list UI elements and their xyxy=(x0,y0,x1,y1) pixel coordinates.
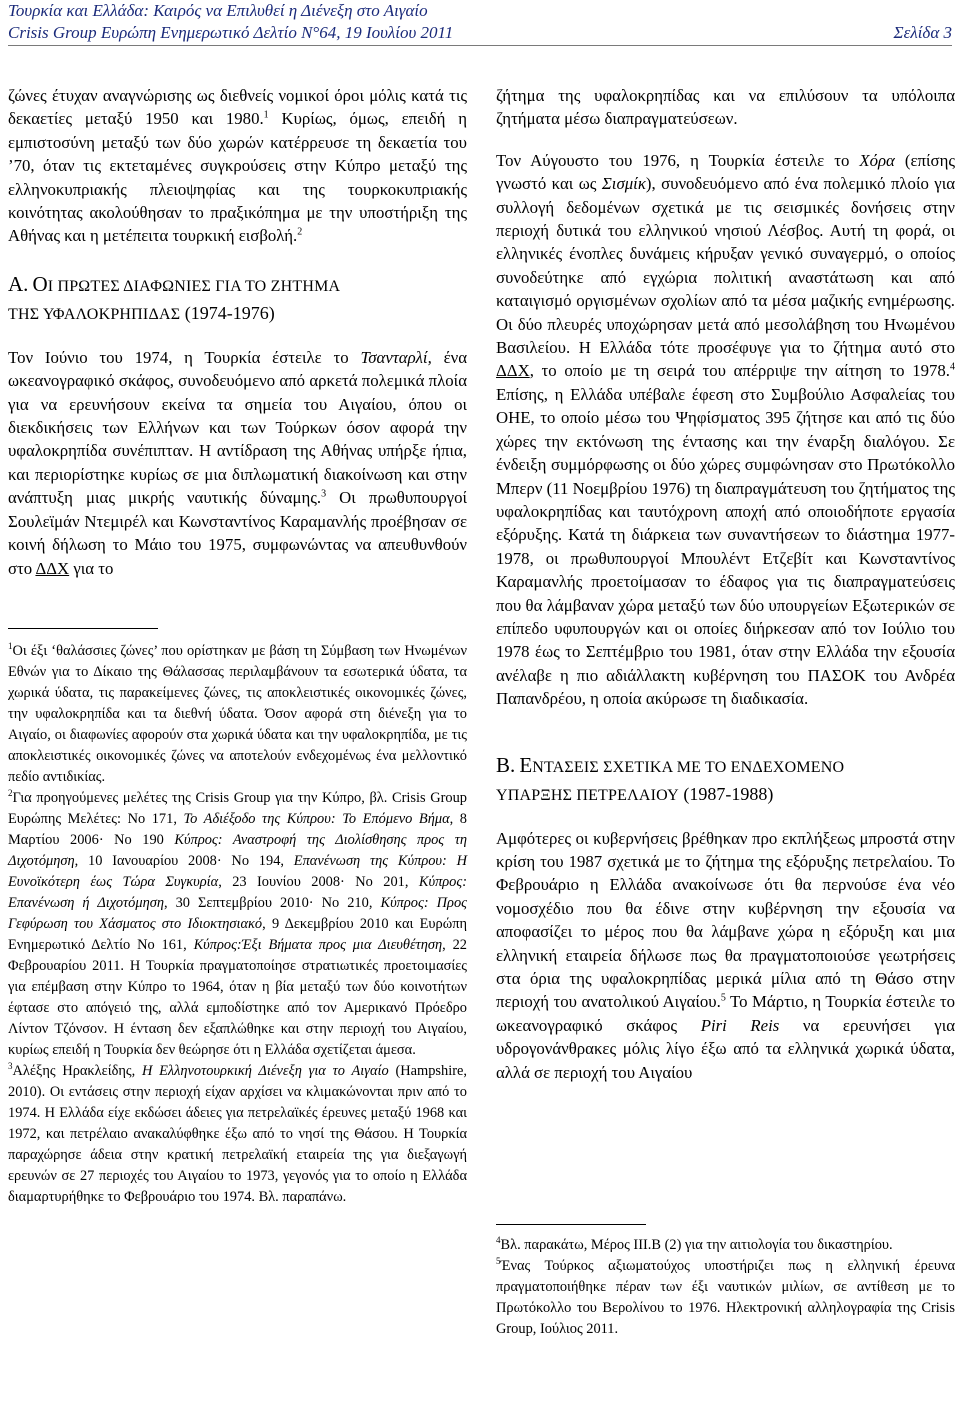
report-title: Κύπρος: Αναστροφή της Διολίσθησης προς τη Διχοτόμηση xyxy=(8,831,467,869)
icj-abbrev: ΔΔΧ xyxy=(496,361,530,381)
ship-name-tsantarli: Τσανταρλί, xyxy=(360,347,432,367)
footnote-3 xyxy=(8,1061,467,1208)
footnote-3-text: Αλέξης Ηρακλείδης, xyxy=(12,1062,142,1079)
paragraph-1976 xyxy=(496,149,955,711)
running-header xyxy=(8,0,952,44)
footnote-divider xyxy=(496,1224,646,1225)
footnote-2-text: , 10 Ιανουαρίου 2008· No 194, xyxy=(74,852,294,869)
footnote-2-text: , 23 Ιουνίου 2008· No 201, xyxy=(218,873,419,890)
right-column xyxy=(496,84,955,1340)
report-title: Κύπρος:Έξι Βήματα προς μια Διευθέτηση xyxy=(193,936,443,953)
icj-abbrev: ΔΔΧ xyxy=(35,558,70,578)
section-b-title-2: ΥΠΑΡΞΗΣ ΠΕΤΡΕΛΑΙΟΥ xyxy=(496,786,679,804)
footnote-ref-3[interactable]: 3 xyxy=(321,488,327,500)
report-title: Το Αδιέξοδο της Κύπρου: Το Επόμενο Βήμα xyxy=(183,810,450,827)
footnote-5 xyxy=(496,1256,955,1340)
footnote-1-text: Οι έξι ‘θαλάσσιες ζώνες’ που ορίστηκαν με βάση τη Σύμβαση των Ηνωμένων Εθνών για το Δίκαιο της Θάλασσας περιλαμβάνουν τα εσωτερικά ύδατα, τα χωρικά ύδατα, τις παρακείμενες ζώνες, τις αποκλειστικές οικονομικές ζώνες, την υφαλοκρηπίδα και τα διεθνή ύδατα. Όσον αφορά στη διένεξη για το Αιγαίο, οι διαφωνίες αφορούν στα χωρικά ύδατα και την υφαλοκρηπίδα, με τις αποκλειστικές οικονομικές ζώνες να αποτελούν ενδεχομένως ένα μελλοντικό πεδίο αντιδικίας. xyxy=(8,642,467,785)
section-a-heading xyxy=(8,271,467,328)
section-b-title-1: ΝΤΑΣΕΙΣ ΣΧΕΤΙΚΑ ΜΕ ΤΟ ΕΝΔΕΧΟΜΕΝΟ xyxy=(532,758,845,776)
footnotes-left xyxy=(8,641,467,1208)
footnote-3-text: (Hampshire, 2010). Οι εντάσεις στην περιοχή είχαν αρχίσει να κλιμακώνονται πριν από το 1974. Η Ελλάδα είχε εκδώσει άδειες για πετρελαϊκές έρευνες μεταξύ 1968 και 1972, και πετρέλαιο ανακαλύφθηκε έξω από το νησί της Θάσου. Η Τουρκία παραχώρησε άδεια στην κρατική πετρελαϊκή εταιρεία της για διεξαγωγή ερευνών σε 27 περιοχές του Αιγαίου το 1973, γεγονός για το οποίο η Ελλάδα διαμαρτυρήθηκε το Φεβρουάριο του 1974. Βλ. παραπάνω. xyxy=(8,1062,468,1205)
left-column xyxy=(8,84,467,1208)
footnote-2-text: Για προηγούμενες μελέτες της Crisis Group για την Κύπρο, βλ. Crisis Group Ευρώπης Μελέτες: No 171, xyxy=(8,789,467,827)
section-a-letter: Α. xyxy=(8,271,29,296)
footnote-1-number: 1 xyxy=(8,641,13,652)
para3-text-2: (επίσης γνωστό και ως xyxy=(496,150,955,194)
para3-text-4: , το οποίο με τη σειρά του απέρριψε την αίτηση το 1978. xyxy=(529,361,950,381)
book-title: Η Ελληνοτουρκική Διένεξη για το Αιγαίο xyxy=(141,1062,389,1079)
paragraph-1974 xyxy=(8,346,467,580)
section-a-title-1: Ι ΠΡΩΤΕΣ ΔΙΑΦΩΝΙΕΣ ΓΙΑ ΤΟ ΖΗΤΗΜΑ xyxy=(47,277,341,295)
footnote-4-text: Βλ. παρακάτω, Μέρος ΙΙΙ.Β (2) για την αιτιολογία του δικαστηρίου. xyxy=(500,1237,893,1254)
footnote-2-text: , 30 Σεπτεμβρίου 2010· No 210, xyxy=(163,894,381,911)
para2-text-1: Τον Ιούνιο του 1974, η Τουρκία έστειλε το xyxy=(8,347,361,367)
footnote-2-text: , 8 Μαρτίου 2006· No 190 xyxy=(8,810,467,848)
section-a-years: (1974-1976) xyxy=(180,302,275,323)
continuation-paragraph: ζήτημα της υφαλοκρηπίδας και να επιλύσουν τα υπόλοιπα ζητήματα μέσω διαπραγματεύσεων. xyxy=(496,86,955,129)
footnote-ref-5[interactable]: 5 xyxy=(720,992,726,1004)
para3-text-3: ), συνοδευόμενο από ένα πολεμικό πλοίο για συλλογή δεδομένων σχετικά με τις σεισμικές δονήσεις στην περιοχή δυτικά του ελληνικού νησιού Λέσβος. Αυτή τη φορά, οι ελληνικές ένοπλες δυνάμεις κήρυξαν γενικό συναγερμό, ο οποίος συνοδεύτηκε από εγχώρια πολιτική αναστάτωση και από καταιγισμό οργισμένων σχολίων από τα μέσα μαζικής ενημέρωσης. Οι δύο πλευρές υποχώρησαν μετά από μεσολάβηση του Ηνωμένου Βασιλείου. Η Ελλάδα τότε προσέφυγε για το ζήτημα αυτό στο xyxy=(496,174,955,358)
para4-text-3: να ερευνήσει για υδρογονάνθρακες μόλις λίγο έξω από τα ελληνικά χωρικά ύδατα, αλλά σε περιοχή του Αιγαίου xyxy=(496,1015,956,1082)
ship-name-piri-reis: Piri Reis xyxy=(700,1015,780,1035)
intro-text-2: Κυρίως, όμως, επειδή η εμπιστοσύνη μεταξύ των δύο χωρών κατέρρευσε τη δεκαετία του ’70, όταν τις εκτεταμένες συγκρούσεις στην Κύπρο μεταξύ της ελληνοκυπριακής πλειοψηφίας και της τουρκοκυπριακής κοινότητας ακολούθησαν το πραξικόπημα με την υποστήριξη της Αθήνας και η μετέπειτα τουρκική εισβολή. xyxy=(8,109,467,246)
footnote-ref-2[interactable]: 2 xyxy=(297,226,303,238)
para4-text-1: Αμφότερες οι κυβερνήσεις βρέθηκαν προ εκπλήξεως μπροστά στην κρίση του 1987 σχετικά με το ζήτημα της εξόρυξης πετρελαίου. Το Φεβρουάριο η Ελλάδα ανακοίνωσε ότι θα περνούσε ένα νέο νομοσχέδιο που θα έδινε στην κυβέρνηση την εξουσία να αποφασίζει το μέρος που θα λάμβανε χώρα η εξόρυξη και μια ελληνική εταιρεία δήλωσε πως θα πραγματοποιούσε γεωτρήσεις στα όρια της υφαλοκρηπίδας μερικά μίλια από τη Θάσο στην περιοχή του ανατολικού Αιγαίου. xyxy=(496,828,955,1012)
section-b-initial: Ε xyxy=(519,752,533,777)
footnote-4 xyxy=(496,1235,955,1256)
report-title: Επανένωση της Κύπρου: Η Ευνοϊκότερη έως Τώρα Συγκυρία xyxy=(8,852,468,890)
header-title: Τουρκία και Ελλάδα: Καιρός να Επιλυθεί η Διένεξη στο Αιγαίο xyxy=(8,1,428,20)
report-title: Κύπρος: Προς Γεφύρωση του Χάσματος στο Ιδιοκτησιακό xyxy=(8,894,467,932)
intro-paragraph xyxy=(8,84,467,248)
paragraph-1987 xyxy=(496,827,955,1084)
para4-text-2: Το Μάρτιο, η Τουρκία έστειλε το ωκεανογραφικό σκάφος xyxy=(496,992,955,1035)
footnote-1 xyxy=(8,641,467,788)
footnote-2-number: 2 xyxy=(8,788,13,799)
para3-text-1: Τον Αύγουστο του 1976, η Τουρκία έστειλε το xyxy=(496,150,860,170)
footnote-5-number: 5 xyxy=(496,1256,501,1267)
para2-text-3: Οι πρωθυπουργοί Σουλεϊμάν Ντεμιρέλ και Κωνσταντίνος Καραμανλής προέβησαν σε κοινή δήλωση το Μάιο του 1975, συμφωνώντας να απευθυνθούν στο xyxy=(8,488,468,578)
para2-text-2: ένα ωκεανογραφικό σκάφος, συνοδευόμενο από αρκετά πολεμικά πλοία για να ερευνήσουν εκείνα τα σημεία του Αιγαίου, όπου οι διεκδικήσεις των Ελλήνων και των Τούρκων όσον αφορά την υφαλοκρηπίδα συνέπιπταν. Η αντίδραση της Αθήνας υπήρξε ήπια, και περιορίστηκε κυρίως σε μια διπλωματική διακοίνωση και στην ανάπτυξη μιας μικρής ναυτικής δύναμης. xyxy=(8,347,467,508)
ship-name-hora: Χόρα xyxy=(859,150,895,170)
footnote-5-text: Ένας Τούρκος αξιωματούχος υποστήριζει πως η ελληνική έρευνα πραγματοποιήθηκε πέραν των έξι ναυτικών μιλίων, σε αντίθεση με το Πρωτόκολλο του Βερολίνου το 1976. Ηλεκτρονική αλληλογραφία της Crisis Group, Ιούλιος 2011. xyxy=(496,1258,955,1338)
header-subtitle: Crisis Group Ευρώπη Ενημερωτικό Δελτίο N°64, 19 Ιουλίου 2011 xyxy=(8,23,454,42)
footnotes-right xyxy=(496,1235,955,1340)
section-a-title-2: ΤΗΣ ΥΦΑΛΟΚΡΗΠΙΔΑΣ xyxy=(8,305,181,323)
section-b-letter: Β. xyxy=(496,752,516,777)
footnote-3-number: 3 xyxy=(8,1061,13,1072)
para2-text-4: για το xyxy=(69,558,114,578)
footnote-ref-1[interactable]: 1 xyxy=(263,109,269,121)
intro-text-1: ζώνες έτυχαν αναγνώρισης ως διεθνείς νομικοί όροι μόλις κατά τις δεκαετίες μεταξύ 1950 και 1980. xyxy=(8,86,467,129)
page-number: Σελίδα 3 xyxy=(893,23,952,42)
footnote-divider xyxy=(8,628,158,629)
section-b-heading xyxy=(496,752,955,809)
footnote-4-number: 4 xyxy=(496,1235,501,1246)
footnote-2 xyxy=(8,788,467,1061)
header-divider xyxy=(8,45,952,46)
para3-text-5: Επίσης, η Ελλάδα υπέβαλε έφεση στο Συμβούλιο Ασφαλείας του ΟΗΕ, το οποίο μέσω του Ψηφίσματος 395 ζήτησε και από τις δύο χώρες την εκτόνωση της έντασης και την έναρξη διαλόγου. Σε ένδειξη συμμόρφωσης οι δύο χώρες συμφώνησαν στο Πρωτόκολλο Μπερν (11 Νοεμβρίου 1976) τη διαπραγμάτευση του ζητήματος της υφαλοκρηπίδας και ταυτόχρονη αποχή από οποιοδήποτε εργασία εξόρυξης. Κατά τη διάρκεια των συναντήσεων το διάστημα 1977-1978, οι πρωθυπουργοί Μπουλέντ Ετζεβίτ και Κωνσταντίνος Καραμανλής προετοίμασαν το έδαφος για τις διαπραγματεύσεις που θα λάμβαναν χώρα μεταξύ των δύο υπουργείων Εξωτερικών σε επίπεδο υφυπουργών και οι οποίες διήρκεσαν από τον Ιούλιο του 1978 έως το Σεπτέμβριο του 1981, όταν στην Ελλάδα την εξουσία ανέλαβε η πιο αδιάλλακτη κυβέρνηση του ΠΑΣΟΚ του Ανδρέα Παπανδρέου, η οποία ακύρωσε τη διαδικασία. xyxy=(496,384,955,709)
section-a-initial: Ο xyxy=(32,271,48,296)
ship-name-sismik: Σισμίκ xyxy=(601,174,646,194)
footnote-2-text: , 9 Δεκεμβρίου 2010 και Ευρώπη Ενημερωτικό Δελτίο No 161, xyxy=(8,915,467,953)
section-b-years: (1987-1988) xyxy=(678,783,774,804)
footnote-ref-4[interactable]: 4 xyxy=(950,361,955,373)
footnote-2-text: , 22 Φεβρουαρίου 2011. Η Τουρκία πραγματοποίησε στρατιωτικές προετοιμασίες για επέμβαση στην Κύπρο το 1964, όταν η βία μεταξύ των δύο κοινοτήτων έφτασε στο απόγειό της, αλλά εμποδίστηκε από τον Αμερικανό Πρόεδρο Λίντον Τζόνσον. Η ένταση δεν εξαπλώθηκε και στην περιοχή του Αιγαίου, κυρίως επειδή η Τουρκία δεν θεώρησε ότι η Ελλάδα σχετίζεται άμεσα. xyxy=(8,936,467,1058)
report-title: Κύπρος: Επανένωση ή Διχοτόμηση xyxy=(8,873,468,911)
